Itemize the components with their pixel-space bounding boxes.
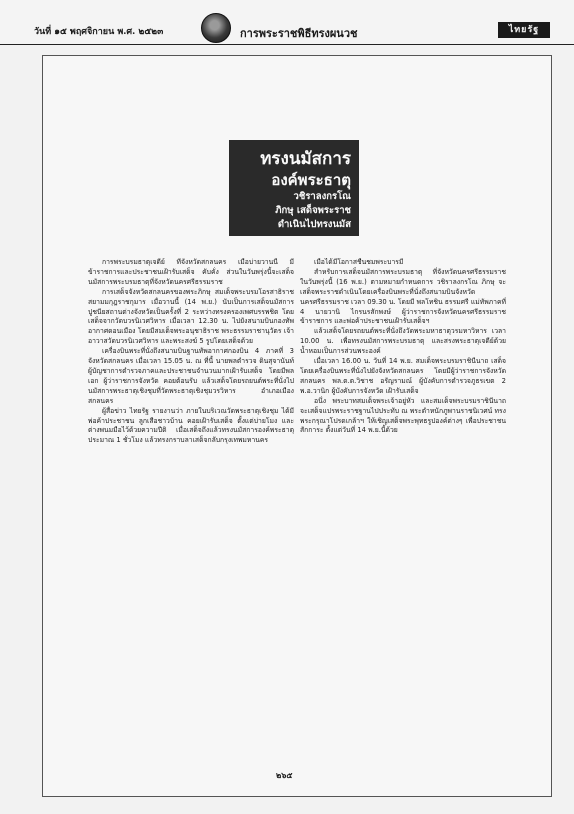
title-line-4: ภิกษุ เสด็จพระราช [275, 205, 351, 216]
article-column-right [300, 258, 506, 698]
paragraph: เครื่องบินพระที่นั่งถึงสนามบินฐานทัพอากาศกองบิน 4 ภาคที่ 3 จังหวัดสกลนคร เมื่อเวลา 15.05 น. ณ ที่นี้ นายพลตำรวจ ดินสุจานันท์ ผู้บัญชาการตำรวจภาคและประชาชนจำนวนมากเฝ้ารับเสด็จ โดยมีพลเอก ผู้ว่าราชการจังหวัด คอยต้อนรับ แล้วเสด็จโดยรถยนต์พระที่นั่งไปนมัสการพระธาตุเชิงชุมที่วัดพระธาตุเชิงชุมวรวิหาร อำเภอเมืองสกลนคร [88, 347, 294, 405]
paragraph: เมื่อได้มีโอกาสชื่นชมพระบารมี [314, 258, 404, 266]
header-title: การพระราชพิธีทรงผนวช [240, 27, 358, 40]
paragraph: การพระบรมธาตุเจดีย์ ที่จังหวัดสกลนคร เมื่อบ่ายวานนี้ มีข้าราชการและประชาชนเฝ้ารับเสด็จ คับคั่ง ส่วนในวันพรุ่งนี้จะเสด็จนมัสการพระบรมธาตุที่จังหวัดนครศรีธรรมราช [88, 258, 294, 286]
title-line-5: ดำเนินไปทรงนมัส [277, 219, 351, 230]
article-column-left [88, 258, 294, 698]
paragraph: ผู้สื่อข่าว ไทยรัฐ รายงานว่า ภายในบริเวณวัดพระธาตุเชิงชุม ได้มีพ่อค้าประชาชน ลูกเสือชาวบ้าน คอยเฝ้ารับเสด็จ ตั้งแต่บ่ายโมง และต่างพนมมือไว้ด้วยความปีติ เมื่อเสด็จถึงแล้วทรงนมัสการองค์พระธาตุ ประมาณ 1 ชั่วโมง แล้วทรงกราบลาเสด็จกลับกรุงเทพมหานคร [88, 406, 294, 445]
issue-date: วันที่ ๑๕ พฤศจิกายน พ.ศ. ๒๕๒๓ [34, 27, 164, 37]
title-line-1: ทรงนมัสการ [260, 149, 351, 169]
title-line-2: องค์พระธาตุ [271, 171, 351, 189]
paragraph: สำหรับการเสด็จนมัสการพระบรมธาตุ ที่จังหวัดนครศรีธรรมราช ในวันพรุ่งนี้ (16 พ.ย.) ตามหมายกำหนดการ วชิราลงกรโณ ภิกษุ จะเสด็จพระราชดำเนินโดยเครื่องบินพระที่นั่งถึงสนามบินจังหวัดนครศรีธรรมราช เวลา 09.30 น. โดยมี พลโทชิน ธรรมศรี แม่ทัพภาคที่ 4 นายวานิ ไกรนรสักพงษ์ ผู้ว่าราชการจังหวัดนครศรีธรรมราช ข้าราชการ และพ่อค้าประชาชนเฝ้ารับเสด็จฯ [300, 267, 506, 326]
page-number: ๒๖๕ [276, 770, 293, 780]
newspaper-logo: ไทยรัฐ [498, 22, 550, 38]
title-line-3: วชิราลงกรโณ [293, 191, 351, 202]
paragraph: การเสด็จจังหวัดสกลนครของพระภิกษุ สมเด็จพระบรมโอรสาธิราช สยามมกุฎราชกุมาร เมื่อวานนี้ (14 พ.ย.) นับเป็นการเสด็จนมัสการปูชนียสถานต่างจังหวัดเป็นครั้งที่ 2 ระหว่างทรงครองเพศบรรพชิต โดยเสด็จจากวัดบวรนิเวศวิหาร เมื่อเวลา 12.30 น. ไปยังสนามบินกองทัพอากาศดอนเมือง โดยมีสมเด็จพระอนุชาธิราช พระธรรมราชานุวัตร เจ้าอาวาสวัดบวรนิเวศวิหาร และพระสงฆ์ 5 รูปโดยเสด็จด้วย [88, 287, 294, 346]
page-header [0, 0, 574, 45]
article-title-box [229, 140, 359, 236]
paragraph: แล้วเสด็จโดยรถยนต์พระที่นั่งถึงวัดพระมหาธาตุวรมหาวิหาร เวลา 10.00 น. เพื่อทรงนมัสการพระบรมธาตุ และสรงพระธาตุเจดีย์ด้วยน้ำหอมเป็นการส่วนพระองค์ [300, 327, 506, 356]
royal-seal-icon [201, 13, 231, 43]
paragraph: อนึ่ง พระบาทสมเด็จพระเจ้าอยู่หัว และสมเด็จพระบรมราชินีนาถ จะเสด็จแปรพระราชฐานไปประทับ ณ พระตำหนักภูพานราชนิเวศน์ ทรงพระกรุณาโปรดเกล้าฯ ให้เชิญเสด็จพระพุทธรูปองค์ต่างๆ เพื่อประชาชนสักการะ ตั้งแต่วันที่ 14 พ.ย.นี้ด้วย [300, 396, 506, 435]
paragraph: เมื่อเวลา 16.00 น. วันที่ 14 พ.ย. สมเด็จพระบรมราชินีนาถ เสด็จโดยเครื่องบินพระที่นั่งไปยังจังหวัดสกลนคร โดยมีผู้ว่าราชการจังหวัดสกลนคร พล.ต.ต.วิชาช อรัญรามณ์ ผู้บังคับการตำรวจภูธรเขต 2 พ.อ.วานิก ผู้บังคับการจังหวัด เฝ้ารับเสด็จ [300, 357, 506, 395]
